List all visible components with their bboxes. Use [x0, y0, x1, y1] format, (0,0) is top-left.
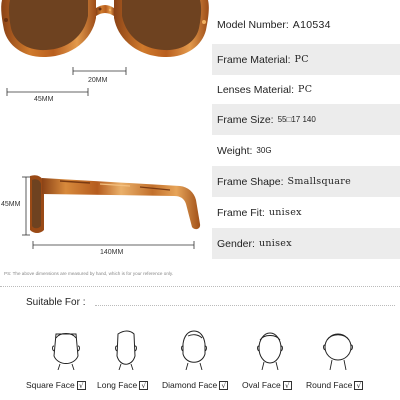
spec-label: Frame Size:	[217, 113, 274, 126]
face-label-diamond	[162, 380, 228, 390]
spec-row	[212, 74, 400, 105]
face-label-text: Oval Face	[242, 380, 281, 390]
spec-row	[212, 104, 400, 135]
lens-width-dimension-line	[6, 88, 90, 96]
spec-value: unisex	[268, 207, 302, 218]
sunglasses-front-image	[0, 0, 210, 62]
checkmark-icon: √	[219, 381, 228, 390]
spec-row	[212, 228, 400, 259]
face-label-round	[306, 380, 363, 390]
spec-label: Lenses Material:	[217, 83, 295, 96]
lens-height-label: 45MM	[1, 201, 21, 208]
checkmark-icon: √	[283, 381, 292, 390]
checkmark-icon: √	[77, 381, 86, 390]
suitable-for-title: Suitable For :	[26, 297, 86, 308]
face-label-long	[97, 380, 148, 390]
face-label-text: Long Face	[97, 380, 138, 390]
spec-value: Smallsquare	[287, 176, 352, 187]
spec-label: Gender:	[217, 237, 255, 250]
spec-table	[212, 0, 400, 285]
spec-label: Frame Shape:	[217, 175, 284, 188]
section-divider	[0, 286, 400, 287]
temple-length-dimension-line	[32, 241, 196, 249]
spec-value: 30G	[256, 146, 272, 155]
suitable-for-divider	[95, 305, 395, 306]
long-face-icon	[104, 330, 148, 370]
product-dimension-panel	[0, 0, 210, 285]
spec-label: Frame Material:	[217, 53, 291, 66]
spec-value: PC	[298, 84, 313, 95]
sunglasses-side-image	[30, 172, 210, 236]
face-label-text: Round Face	[306, 380, 353, 390]
face-label-text: Square Face	[26, 380, 75, 390]
checkmark-icon: √	[139, 381, 148, 390]
diamond-face-icon	[172, 330, 216, 370]
spec-label: Weight:	[217, 144, 253, 157]
spec-row	[212, 44, 400, 75]
face-label-oval	[242, 380, 292, 390]
lens-height-dimension-line	[22, 176, 30, 238]
checkmark-icon: √	[354, 381, 363, 390]
temple-length-label: 140MM	[100, 249, 124, 256]
spec-row	[212, 9, 400, 40]
lens-width-label: 45MM	[34, 96, 54, 103]
spec-value: unisex	[258, 238, 292, 249]
spec-row	[212, 197, 400, 228]
spec-row	[212, 166, 400, 197]
spec-row	[212, 135, 400, 166]
bridge-dimension-line	[72, 67, 132, 75]
round-face-icon	[316, 330, 360, 370]
square-face-icon	[44, 330, 88, 370]
spec-value: PC	[294, 54, 309, 65]
spec-label: Frame Fit:	[217, 206, 265, 219]
spec-value: 55□17 140	[277, 115, 316, 124]
measurement-note: PS: The above dimensions are measured by hand, which is for your reference only.	[4, 271, 174, 276]
face-label-text: Diamond Face	[162, 380, 218, 390]
spec-value: A10534	[292, 18, 331, 31]
spec-label: Model Number:	[217, 18, 289, 31]
oval-face-icon	[248, 330, 292, 370]
bridge-width-label: 20MM	[88, 77, 108, 84]
face-label-square	[26, 380, 86, 390]
